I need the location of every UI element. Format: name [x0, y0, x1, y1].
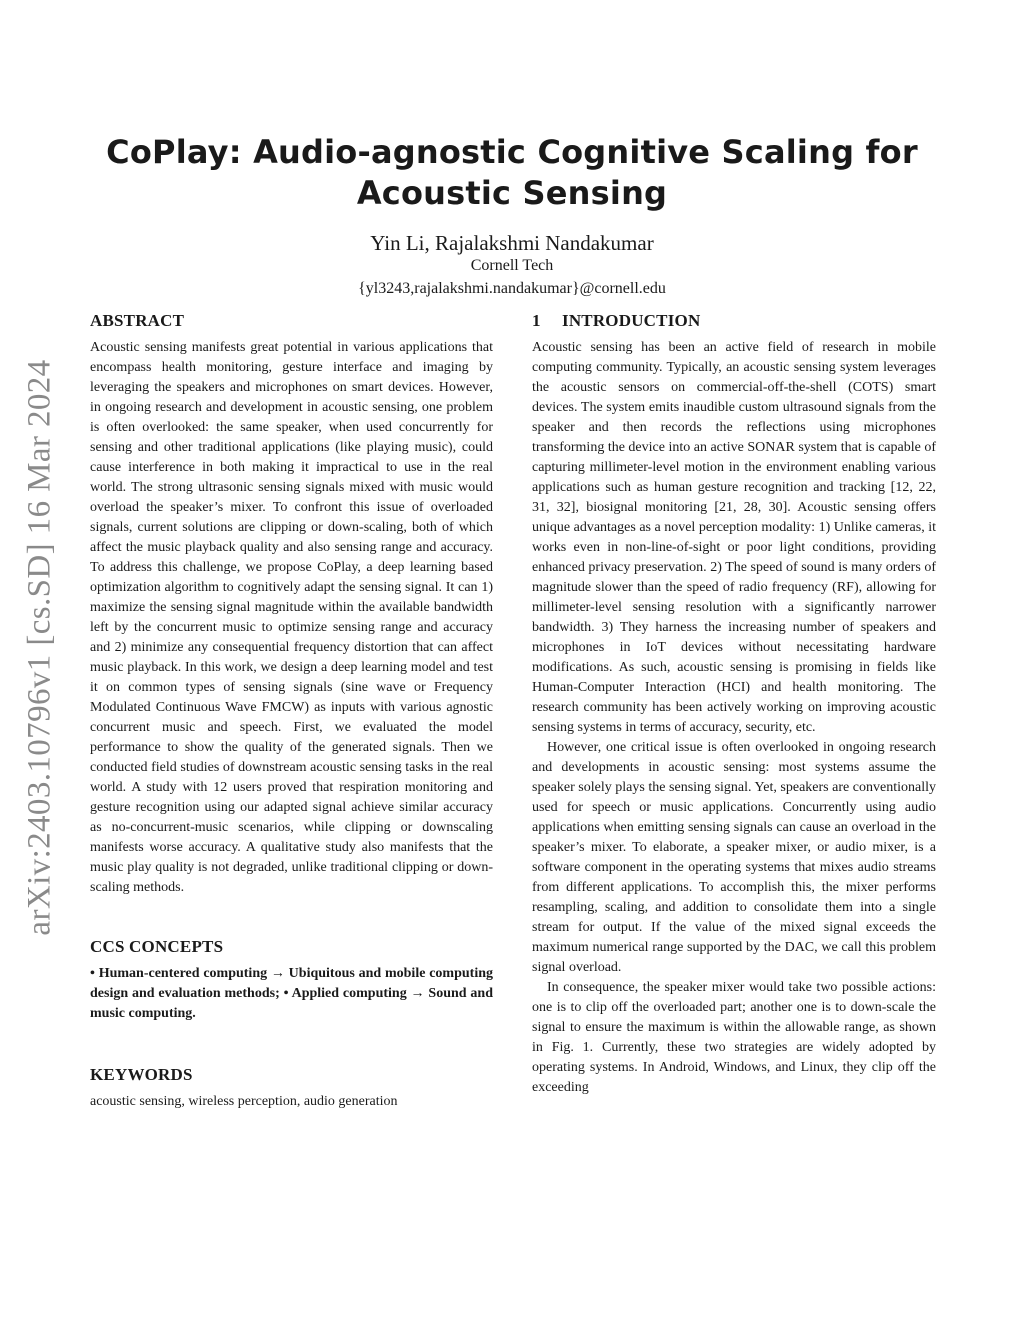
introduction-section	[532, 310, 936, 1098]
section-title: INTRODUCTION	[562, 311, 701, 330]
abstract-text: Acoustic sensing manifests great potential in various applications that encompass health monitoring, gesture interface and imaging by leveraging the speakers and microphones on smart devices. However, in ongoing research and development in acoustic sensing, one problem is often overlooked: the same speaker, when used concurrently for sensing and other traditional applications (like playing music), could cause interference in both making it impractical to use in the real world. The strong ultrasonic sensing signals mixed with music would overload the speaker’s mixer. To confront this issue of overloaded signals, current solutions are clipping or down-scaling, both of which affect the music playback quality and also sensing range and accuracy. To address this challenge, we propose CoPlay, a deep learning based optimization algorithm to cognitively adapt the sensing signal. It can 1) maximize the sensing signal magnitude within the available bandwidth left by the concurrent music to optimize sensing range and accuracy and 2) minimize any consequential frequency distortion that can affect music playback. In this work, we design a deep learning model and test it on common types of sensing signals (sine wave or Frequency Modulated Continuous Wave FMCW) as inputs with various agnostic concurrent music and speech. First, we evaluated the model performance to show the quality of the generated signals. Then we conducted field studies of downstream acoustic sensing tasks in the real world. A study with 12 users proved that respiration monitoring and gesture recognition using our adapted signal achieve similar accuracy as no-concurrent-music scenarios, while clipping or downscaling manifests worse accuracy. A qualitative study also manifests that the music play quality is not degraded, unlike traditional clipping or down-scaling methods.	[90, 340, 493, 895]
author-list: Yin Li, Rajalakshmi Nandakumar	[370, 231, 654, 255]
section-number: 1	[532, 311, 541, 330]
intro-paragraph: Acoustic sensing has been an active field of research in mobile computing community. Typically, an acoustic sensing system leverages the acoustic sensors on commercial-off-the-shell (COTS) smart devices. The system emits inaudible custom ultrasound signals from the speaker and then records the reflections using microphones transforming the device into an active SONAR system that is capable of capturing millimeter-level motion in the environment enabling various applications such as human gesture recognition and tracking [12, 22, 31, 32], biosignal monitoring [21, 28, 30]. Acoustic sensing offers unique advantages as a novel perception modality: 1) Unlike cameras, it works even in non-line-of-sight or poor light conditions, providing enhanced privacy preservation. 2) The speed of sound is many orders of magnitude slower than the speed of radio frequency (RF), allowing for millimeter-level sensing resolution with a significantly narrower bandwidth. 3) They harness the increasing number of speakers and microphones in IoT devices without necessitating hardware modifications. As such, acoustic sensing is promising in fields like Human-Computer Interaction (HCI) and health monitoring. The research community has been actively working on improving acoustic sensing systems in terms of accuracy, security, etc.	[532, 340, 936, 735]
left-column	[90, 310, 493, 1112]
arxiv-identifier-text: arXiv:2403.10796v1 [cs.SD] 16 Mar 2024	[22, 358, 59, 936]
abstract-heading: ABSTRACT	[90, 311, 185, 330]
keywords-text: acoustic sensing, wireless perception, audio generation	[90, 1094, 398, 1109]
keywords-section	[90, 1064, 493, 1112]
keywords-heading: KEYWORDS	[90, 1065, 193, 1084]
introduction-heading	[532, 310, 936, 332]
right-column	[532, 310, 936, 1098]
author-email: {yl3243,rajalakshmi.nandakumar}@cornell.edu	[358, 280, 666, 297]
intro-paragraph: In consequence, the speaker mixer would take two possible actions: one is to clip off the overloaded part; another one is to down-scale the signal to ensure the maximum is within the allowable range, as shown in Fig. 1. Currently, these two strategies are widely adopted by operating systems. In Android, Windows, and Linux, they clip off the exceeding	[532, 980, 936, 1095]
paper-title: CoPlay: Audio-agnostic Cognitive Scaling for Acoustic Sensing	[106, 133, 918, 212]
author-affiliation: Cornell Tech	[470, 257, 554, 274]
arxiv-identifier-stamp	[13, 348, 68, 946]
intro-paragraph: However, one critical issue is often overlooked in ongoing research and developments in acoustic sensing: most systems assume the speaker solely plays the sensing signal. Yet, speakers are conventionally used for speech or music applications. Concurrently using audio applications when emitting sensing signals can cause an overload in the speaker’s mixer. To elaborate, a speaker mixer, or audio mixer, is a software component in the operating systems that mixes audio streams from different applications. To accomplish this, the mixer performs resampling, scaling, and addition to consolidate them into a single stream for output. If the value of the mixed signal exceeds the maximum numerical range supported by the DAC, we call this problem signal overload.	[532, 740, 936, 975]
ccs-concepts-section	[90, 936, 493, 1024]
abstract-section	[90, 310, 493, 898]
ccs-concepts-text: • Human-centered computing → Ubiquitous and mobile computing design and evaluation methods; • Applied computing → Sound and music computing.	[90, 966, 493, 1021]
ccs-concepts-heading: CCS CONCEPTS	[90, 937, 224, 956]
